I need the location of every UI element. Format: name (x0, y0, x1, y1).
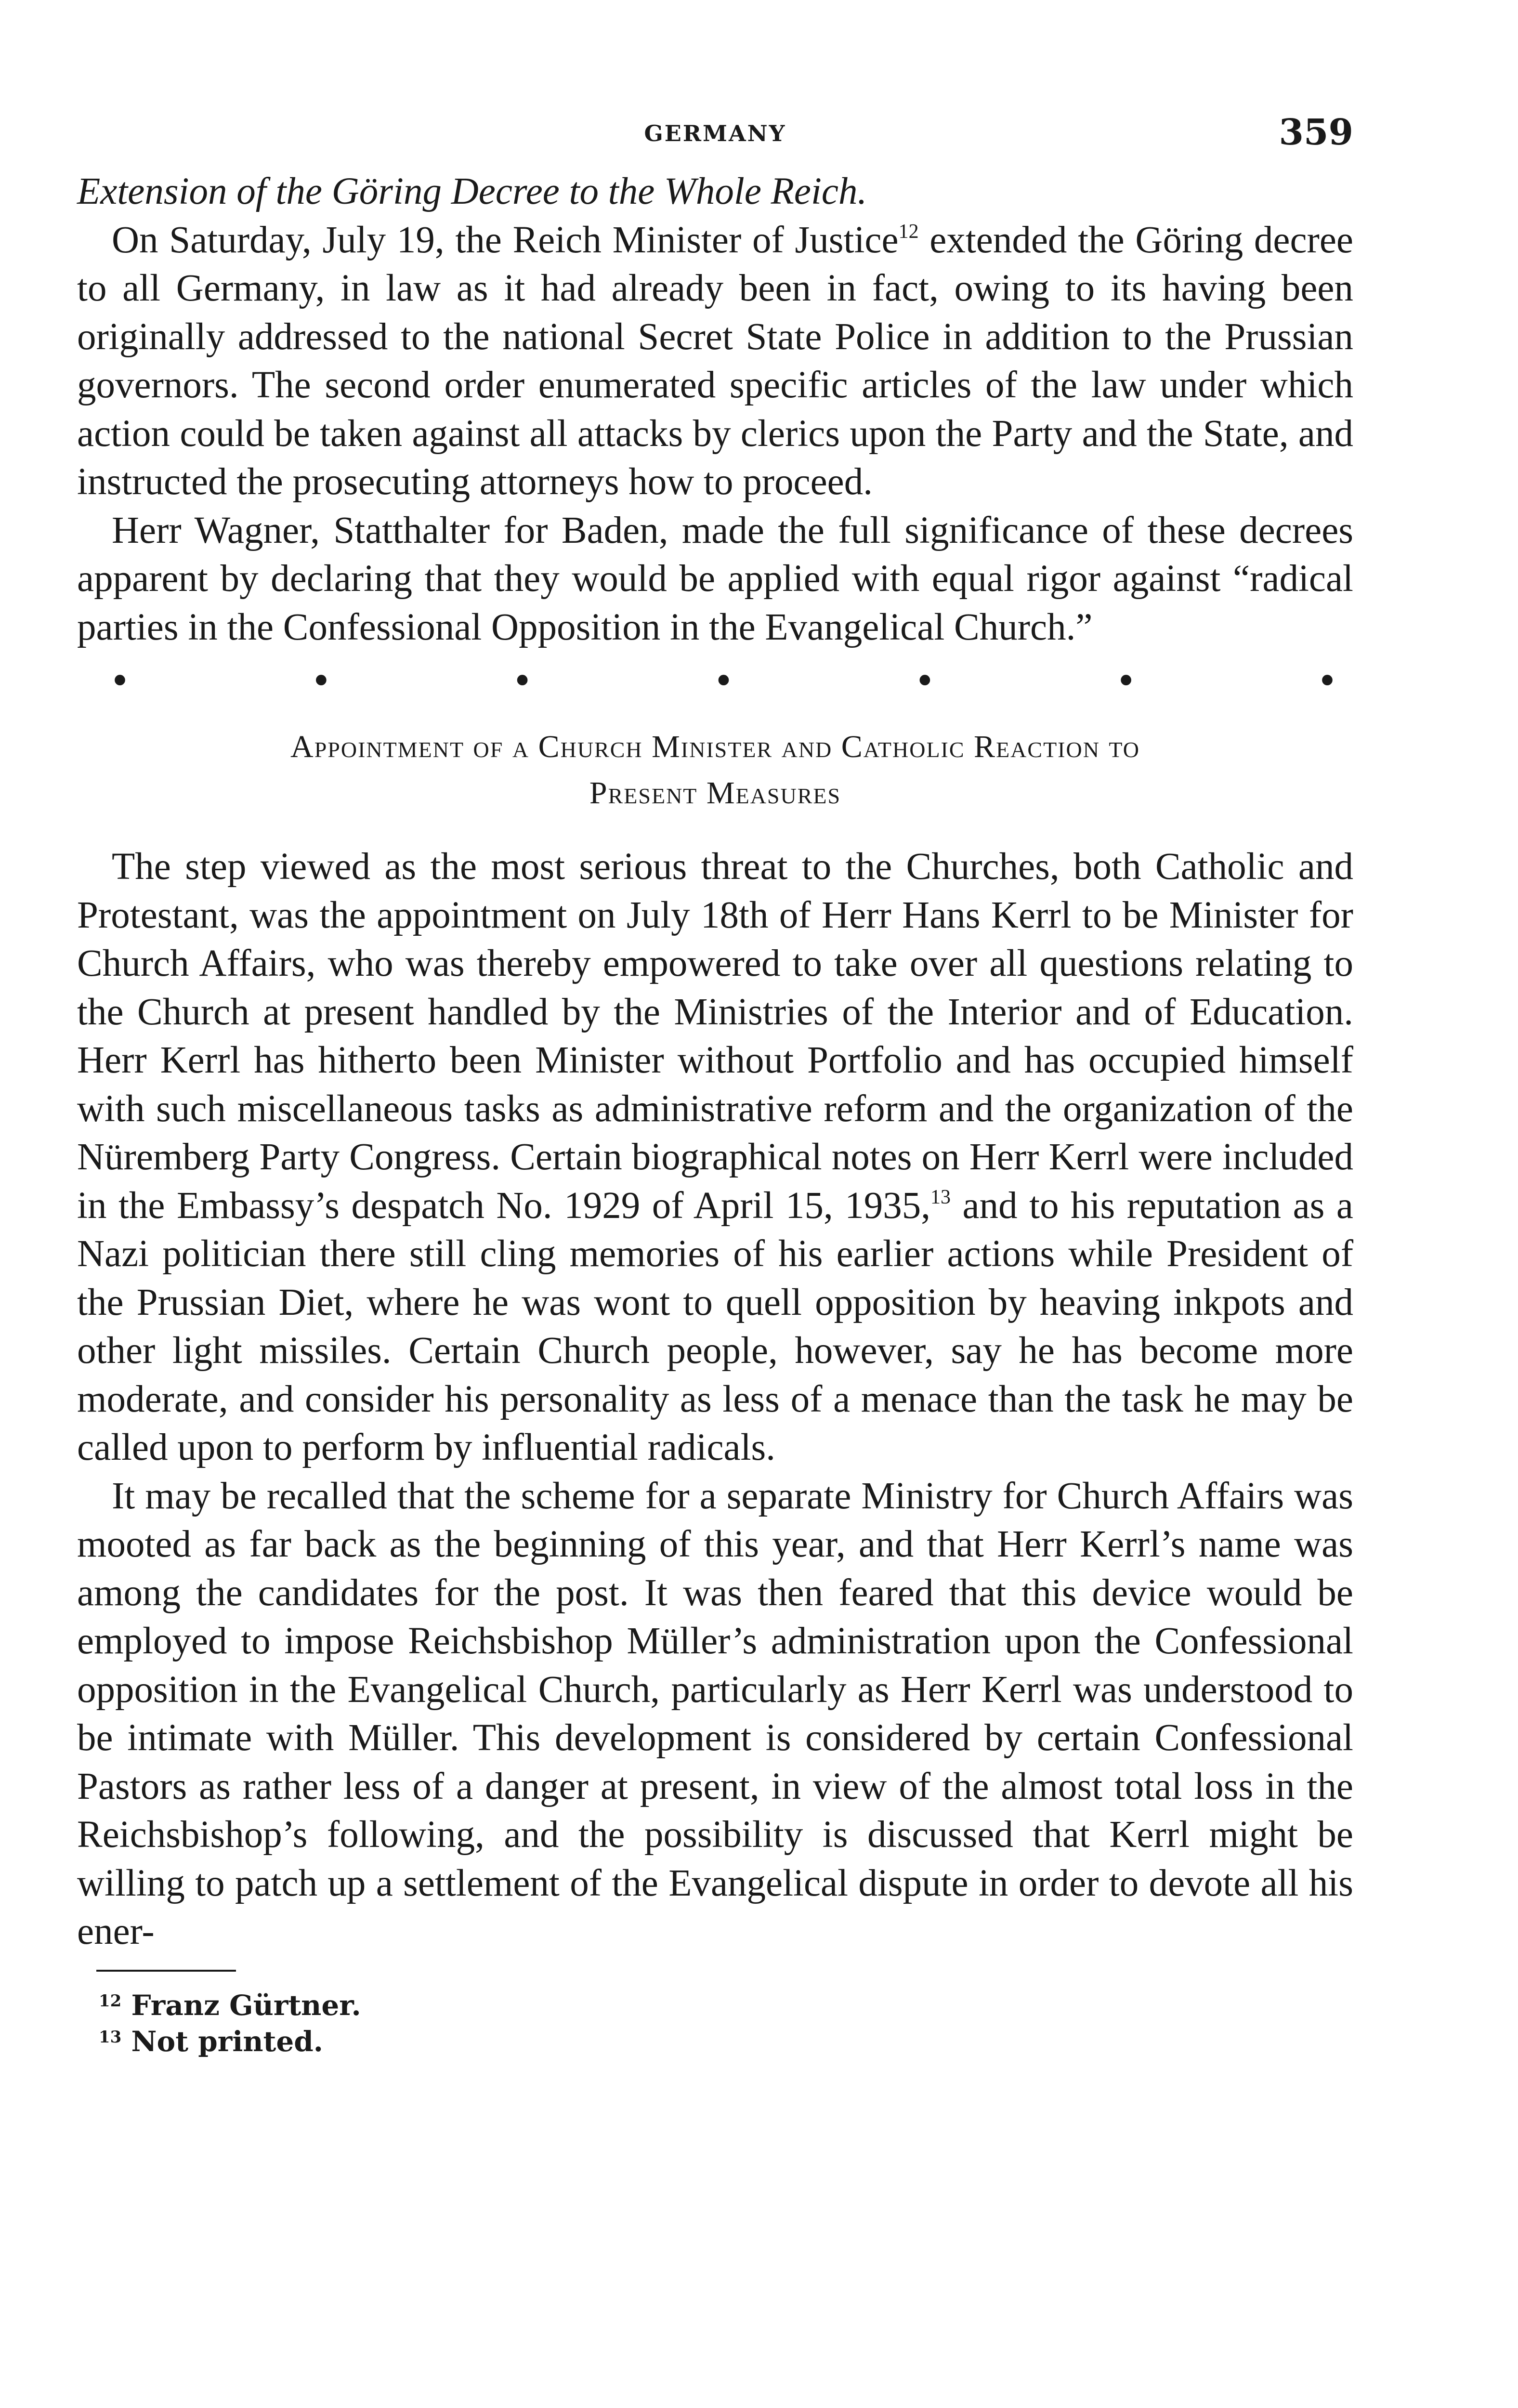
paragraph: Herr Wagner, Statthalter for Baden, made the full significance of these decrees apparent by declaring that they would be applied with equal rigor against “radical parties in the Confessional Opposition in the Evangelical Church.” (77, 509, 1353, 648)
main-text (77, 168, 1353, 1956)
omission-dot: • (1119, 659, 1133, 702)
paragraph-text: extended the Göring decree to all Germany, in law as it had already been in fact, owing to its having been originally addressed to the national Secret State Police in addition to the Prussian governors. The second order enumerated specific articles of the law under which action could be taken against all attacks by clerics upon the Party and the State, and instructed the prosecuting attorneys how to proceed. (77, 219, 1353, 503)
footnote-rule (96, 1970, 236, 1972)
paragraph-text: and to his reputation as a Nazi politician there still cling memories of his earlier actions while President of the Prussian Diet, where he was wont to quell opposition by heaving inkpots and other light missiles. Certain Church people, however, say he has become more moderate, and consider his personality as less of a menace than the task he may be called upon to perform by influential radicals. (77, 1184, 1353, 1468)
paragraph-text: The step viewed as the most serious threat to the Churches, both Catholic and Protestant, was the appointment on July 18th of Herr Hans Kerrl to be Minister for Church Affairs, who was thereby empowered to take over all questions relating to the Church at present handled by the Ministries of the Interior and of Education. Herr Kerrl has hitherto been Minister without Portfolio and has occupied himself with such miscellaneous tasks as administrative reform and the organization of the Nüremberg Party Congress. Certain biographical notes on Herr Kerrl were included in the Embassy’s despatch No. 1929 of April 15, 1935, (77, 846, 1353, 1227)
section-heading (77, 724, 1353, 816)
paragraph-text: On Saturday, July 19, the Reich Minister of Justice (112, 219, 899, 261)
page-number: 359 (1279, 112, 1353, 153)
footnote-text: Not printed. (131, 2025, 323, 2058)
footnote (99, 1985, 1353, 2021)
section-heading-line: Appointment of a Church Minister and Catholic Reaction to (290, 729, 1140, 764)
footnote-reference: 13 (930, 1186, 951, 1208)
omission-dots (77, 659, 1353, 702)
running-header (77, 101, 1353, 164)
section-title-extension: Extension of the Göring Decree to the Whole Reich. (77, 170, 867, 212)
footnotes (77, 1985, 1353, 2057)
section-heading-line: Present Measures (589, 775, 841, 811)
omission-dot: • (314, 659, 328, 702)
footnote-reference: 12 (898, 220, 919, 243)
paragraph (77, 843, 1353, 1472)
footnote-text: Franz Gürtner. (131, 1989, 361, 2022)
omission-dot: • (918, 659, 932, 702)
omission-dot: • (113, 659, 127, 702)
omission-dot: • (1320, 659, 1334, 702)
footnote-mark: 12 (99, 1991, 122, 2011)
running-title: GERMANY (644, 120, 786, 146)
footnote-mark: 13 (99, 2027, 122, 2047)
paragraph (77, 216, 1353, 507)
footnote (99, 2021, 1353, 2057)
paragraph: It may be recalled that the scheme for a separate Ministry for Church Affairs was mooted as far back as the beginning of this year, and that Herr Kerrl’s name was among the candidates for the post. It was then feared that this device would be employed to impose Reichsbishop Müller’s administration upon the Confessional opposition in the Evangelical Church, particularly as Herr Kerrl was understood to be intimate with Müller. This development is considered by certain Confessional Pastors as rather less of a danger at present, in view of the almost total loss in the Reichsbishop’s following, and the possibility is discussed that Kerrl might be willing to patch up a settlement of the Evangelical dispute in order to devote all his ener- (77, 1475, 1353, 1952)
omission-dot: • (717, 659, 731, 702)
page-content (77, 101, 1353, 2057)
omission-dot: • (515, 659, 529, 702)
